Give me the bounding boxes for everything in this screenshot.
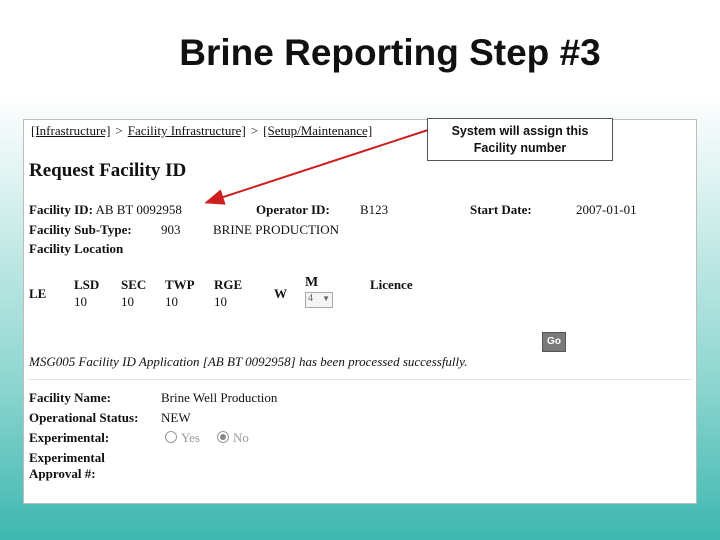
experimental-label: Experimental:: [29, 430, 110, 445]
breadcrumb-setup-maintenance[interactable]: [Setup/Maintenance]: [263, 123, 373, 138]
callout-box: [427, 118, 613, 161]
callout-line-2: Facility number: [473, 141, 567, 155]
facility-location-label: Facility Location: [29, 241, 124, 256]
go-button[interactable]: Go: [542, 332, 566, 352]
rge-label: RGE: [214, 277, 243, 292]
operator-id-value: B123: [360, 202, 389, 217]
sec-value: 10: [121, 294, 134, 309]
operational-status-value: NEW: [161, 410, 191, 425]
operational-status-label: Operational Status:: [29, 410, 139, 425]
yes-label: Yes: [181, 430, 200, 445]
chevron-down-icon: ▼: [322, 294, 330, 303]
lsd-label: LSD: [74, 277, 100, 292]
w-label: W: [274, 286, 287, 301]
experimental-approval-label-line1: Experimental: [29, 450, 105, 465]
experimental-approval-label-line2: Approval #:: [29, 466, 96, 481]
facility-subtype-label: Facility Sub-Type:: [29, 222, 132, 237]
facility-name-label: Facility Name:: [29, 390, 111, 405]
facility-id-value: AB BT 0092958: [95, 202, 182, 217]
licence-label: Licence: [370, 277, 413, 292]
breadcrumb-separator: >: [250, 123, 259, 138]
start-date-value: 2007-01-01: [576, 202, 637, 217]
lsd-value: 10: [74, 294, 87, 309]
success-message: MSG005 Facility ID Application [AB BT 0092958] has been processed successfully.: [29, 354, 468, 369]
page-title: Request Facility ID: [29, 160, 187, 181]
facility-subtype-name: BRINE PRODUCTION: [213, 222, 340, 237]
breadcrumb-infrastructure[interactable]: [Infrastructure]: [31, 123, 111, 138]
m-label: M: [305, 275, 319, 290]
twp-label: TWP: [165, 277, 195, 292]
facility-name-value: Brine Well Production: [161, 390, 278, 405]
no-label: No: [233, 430, 249, 445]
callout-line-1: System will assign this: [451, 124, 589, 138]
breadcrumb-separator: >: [115, 123, 123, 138]
twp-value: 10: [165, 294, 178, 309]
operator-id-label: Operator ID:: [256, 202, 330, 217]
sec-label: SEC: [121, 277, 147, 292]
breadcrumb-facility-infrastructure[interactable]: Facility Infrastructure]: [127, 123, 246, 138]
facility-id-label: Facility ID:: [29, 202, 93, 217]
start-date-label: Start Date:: [470, 202, 532, 217]
rge-value: 10: [214, 294, 227, 309]
arrow-line: [208, 130, 428, 202]
le-label: LE: [29, 286, 47, 301]
facility-subtype-code: 903: [161, 222, 181, 237]
meridian-select-value: 4: [308, 293, 313, 304]
slide-title: Brine Reporting Step #3: [179, 32, 601, 73]
